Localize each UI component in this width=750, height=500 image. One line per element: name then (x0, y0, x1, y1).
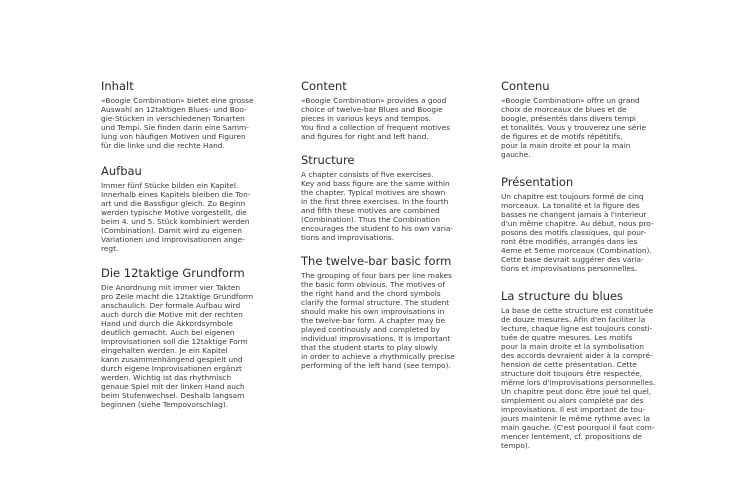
text-line: Improvisationen soll die 12taktige Form (101, 337, 248, 346)
text-line: La base de cette structure est constituée (501, 306, 654, 315)
text-line: Innerhalb eines Kapitels bleiben die Ton- (101, 190, 251, 199)
section-presentation (501, 175, 679, 273)
text-line: für die linke und die rechte Hand. (101, 141, 225, 150)
text-line: main gauche. (C'est pourquoi il faut com- (501, 423, 655, 432)
text-line: ront être modifiés, arrangés dans les (501, 237, 638, 246)
text-line: tions and improvisations. (301, 233, 395, 242)
text-line: Auswahl an 12taktigen Blues- und Boo- (101, 105, 247, 114)
text-line: Immer fünf Stücke bilden ein Kapitel. (101, 181, 239, 190)
section-body (101, 283, 279, 409)
text-line: (Combination). Damit wird zu eigenen (101, 226, 242, 235)
text-line: pieces in various keys and tempos. (301, 114, 432, 123)
text-line: und Tempi. Sie finden darin eine Samm- (101, 123, 249, 132)
text-line: jours maintenir le même rythme avec la (501, 414, 650, 423)
text-line: pour la main droite et pour la main (501, 141, 631, 150)
text-line: encourages the student to his own varia- (301, 224, 454, 233)
section-body (501, 96, 679, 159)
section-body (101, 181, 279, 253)
text-line: simplement ou alors complété par des (501, 396, 644, 405)
section-heading: Content (301, 79, 347, 93)
text-line: the chapter. Typical motives are shown (301, 188, 446, 197)
text-line: pro Zeile macht die 12taktige Grundform (101, 292, 254, 301)
section-body (301, 96, 479, 141)
text-line: beim 4. und 5. Stück kombiniert werden (101, 217, 250, 226)
text-line: structure doit toujours être respectée, (501, 369, 643, 378)
text-line: the right hand and the chord symbols (301, 289, 441, 298)
section-heading: Structure (301, 153, 355, 167)
section-heading: La structure du blues (501, 289, 624, 303)
text-line: Key and bass figure are the same within (301, 179, 450, 188)
text-line: d'un même chapitre. Au début, nous pro- (501, 219, 654, 228)
text-line: choix de morceaux de blues et de (501, 105, 627, 114)
section-structure (301, 153, 479, 242)
text-line: the basic form obvious. The motives of (301, 280, 446, 289)
text-line: performing of the left hand (see tempo). (301, 361, 451, 370)
text-line: boogie, présentés dans divers tempi (501, 114, 636, 123)
section-content (301, 79, 479, 141)
section-heading: Aufbau (101, 164, 142, 178)
text-line: regt. (101, 244, 119, 253)
text-line: et tonalités. Vous y trouverez une série (501, 123, 646, 132)
text-line: genaue Spiel mit der linken Hand auch (101, 382, 245, 391)
text-line: mencer lentement, cf. propositions de (501, 432, 642, 441)
section-heading: Contenu (501, 79, 550, 93)
text-line: A chapter consists of five exercises. (301, 170, 434, 179)
text-line: morceaux. La tonalité et la figure des (501, 201, 640, 210)
text-line: «Boogie Combination» provides a good (301, 96, 447, 105)
text-line: Un chapitre peut donc être joué tel quel, (501, 387, 652, 396)
text-line: werden. Wichtig ist das rhythmisch (101, 373, 232, 382)
text-line: The grouping of four bars per line makes (301, 271, 452, 280)
text-line: Variationen und Improvisationen ange- (101, 235, 245, 244)
section-heading: Présentation (501, 175, 574, 189)
text-line: the twelve-bar form. A chapter may be (301, 316, 446, 325)
text-line: posons des motifs classiques, qui pour- (501, 228, 647, 237)
text-line: played continously and completed by (301, 325, 440, 334)
text-line: beim Stufenwechsel. Deshalb langsam (101, 391, 245, 400)
section-body (501, 306, 679, 450)
text-line: kann zusammenhängend gespielt und (101, 355, 243, 364)
text-line: pour la main droite et la symbolisation (501, 342, 644, 351)
text-line: tuée de quatre mesures. Les motifs (501, 333, 633, 342)
text-line: «Boogie Combination» bietet eine grosse (101, 96, 254, 105)
section-grundform (101, 266, 279, 409)
text-line: (Combination). Thus the Combination (301, 215, 441, 224)
text-line: basses ne changent jamais à l'interieur (501, 210, 647, 219)
text-line: des accords devraient aider à la compré- (501, 351, 653, 360)
text-line: eingehalten werden. Je ein Kapitel (101, 346, 228, 355)
text-line: Un chapitre est toujours formé de cinq (501, 192, 644, 201)
text-line: improvisations. Il est important de tou- (501, 405, 646, 414)
text-line: and fifth these motives are combined (301, 206, 440, 215)
text-line: in order to achieve a rhythmically precise (301, 352, 455, 361)
text-line: deutlich gemacht. Auch bei eigenen (101, 328, 235, 337)
section-body (301, 271, 479, 370)
text-line: gie-Stücken in verschiedenen Tonarten (101, 114, 245, 123)
text-line: de douze mesures. Afin d'en faciliter la (501, 315, 646, 324)
section-heading: Inhalt (101, 79, 134, 93)
text-line: beginnen (siehe Tempovorschlag). (101, 400, 229, 409)
section-contenu (501, 79, 679, 159)
section-structure-blues (501, 289, 679, 450)
column-german (101, 79, 279, 409)
text-line: You find a collection of frequent motives (301, 123, 450, 132)
section-heading: Die 12taktige Grundform (101, 266, 245, 280)
text-line: lung von häufigen Motiven und Figuren (101, 132, 246, 141)
text-line: werden typische Motive vorgestellt, die (101, 208, 247, 217)
text-line: anschaulich. Der formale Aufbau wird (101, 301, 241, 310)
section-body (301, 170, 479, 242)
text-line: tions et improvisations personnelles. (501, 264, 638, 273)
section-inhalt (101, 79, 279, 150)
text-line: même lors d'improvisations personnelles. (501, 378, 656, 387)
text-line: clarify the formal structure. The student (301, 298, 450, 307)
section-body (501, 192, 679, 273)
text-line: art und die Bassfigur gleich. Zu Beginn (101, 199, 246, 208)
section-aufbau (101, 164, 279, 253)
text-line: should make his own improvisations in (301, 307, 445, 316)
text-line: 4eme et 5eme morceaux (Combination). (501, 246, 652, 255)
text-line: choice of twelve-bar Blues and Boogie (301, 105, 443, 114)
section-heading: The twelve-bar basic form (301, 254, 452, 268)
text-line: in the first three exercises. In the fourth (301, 197, 449, 206)
text-line: auch durch die Motive mit der rechten (101, 310, 243, 319)
section-body (101, 96, 279, 150)
text-line: tempo). (501, 441, 531, 450)
text-line: individual improvisations. It is important (301, 334, 451, 343)
text-line: lecture, chaque ligne est toujours consti- (501, 324, 653, 333)
text-line: de figures et de motifs répétitifs, (501, 132, 623, 141)
text-line: and figures for right and left hand. (301, 132, 429, 141)
text-line: Die Anordnung mit immer vier Takten (101, 283, 241, 292)
text-line: «Boogie Combination» offre un grand (501, 96, 640, 105)
text-line: hension de cette présentation. Cette (501, 360, 637, 369)
text-line: Cette base devrait suggérer des varia- (501, 255, 644, 264)
text-line: durch eigene Improvisationen ergänzt (101, 364, 242, 373)
section-basic-form (301, 254, 479, 370)
text-line: gauche. (501, 150, 531, 159)
column-english (301, 79, 479, 370)
column-french (501, 79, 679, 450)
text-line: that the student starts to play slowly (301, 343, 438, 352)
text-line: Hand und durch die Akkordsymbole (101, 319, 233, 328)
